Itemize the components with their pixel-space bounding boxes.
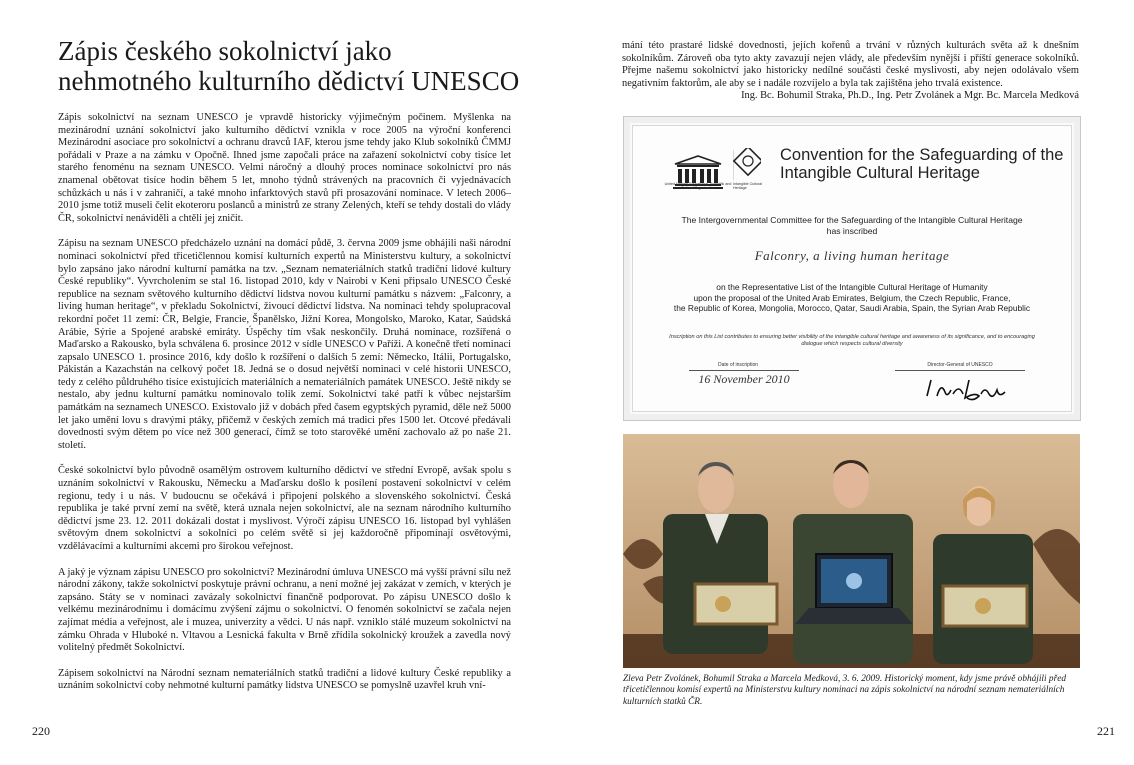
list-line: the Republic of Korea, Mongolia, Morocco, Qatar, Saudi Arabia, Spain, the Syrian Arab Republic: [673, 303, 1031, 314]
article-title: Zápis českého sokolnictví jako nehmotného kulturního dědictví UNESCO: [58, 36, 520, 96]
unesco-logo-caption: United Nations Educational, Scientific and Cultural Organization: [664, 182, 732, 191]
representative-list: [633, 282, 1071, 314]
date-label: Date of inscription: [717, 362, 759, 368]
authors-line: Ing. Bc. Bohumil Straka, Ph.D., Ing. Petr Zvolánek a Mgr. Bc. Marcela Medková: [741, 90, 1079, 102]
photo-caption: Zleva Petr Zvolánek, Bohumil Straka a Marcela Medková, 3. 6. 2009. Historický moment, kdy jsme právě obhájili před třicetičlennou komisí expertů na Ministerstvu kultury nominaci na zápis sokolnictví na národní seznam nemateriálních kulturních statků ČR.: [623, 674, 1066, 707]
list-line: upon the proposal of the United Arab Emirates, Belgium, the Czech Republic, France,: [693, 292, 1011, 303]
paragraph: Zápisu na seznam UNESCO předcházelo uznání na domácí půdě, 3. června 2009 jsme obhájili naši národní nominaci sokolnictví před třicetičlennou komisí kulturních expertů na Ministerstvu kultury, a sokolnictví bylo zapsáno jako národní kulturní památka na tzv. „Seznam nemateriálních statků tradiční lidové kultury České republiky“. Vyvrcholením se stal 16. listopad 2010, kdy v Nairobi v Keni připsalo UNESCO České republice na seznam světového kulturního dědictví lidstva novou kulturní památku s názvem: „Falconry, a living human heritage“, v překladu Sokolnictví, živoucí dědictví lidstva. Na nominaci tehdy spolupracoval rekordní počet 11 zemí: ČR, Belgie, Francie, Španělsko, Jižní Korea, Mongolsko, Maroko, Katar, Saúdská Arábie, Sýrie a Spojené arabské emiráty. Úspěchy tím však neskončily. Druhá nominace, rozšířená o Maďarsko a Rakousko, byla schválena 6. prosince 2012 v sídle UNESCO v Paříži. A konečně třetí nominaci zapsalo UNESCO 1. prosince 2016, kdy došlo k rozšíření o dalších 5 zemí: Německo, Itálii, Portugalsko, Pákistán a Kazachstán na celkový počet 18. Jedná se o dosud největší nominaci v celé historii UNESCO, tedy z celého půldruhého tisíce existujících materiálních a nemateriálních památek UNESCO. Ještě nikdy se nestalo, aby jednu kulturní památku nominovalo tolik zemí. Sokolnictví také patří k vůbec nejstarším památkám na seznamech UNESCO. Existovalo již v dobách před časem egyptských pyramid, děle než 5000 let jako umění lovu s dravými ptáky, přičemž v českých zemích má tradici přes 1500 let. Otcové předávali dovednosti svým dětem po více než 300 generací, čímž se toto starověké umění zachovalo až po naše 21. století.: [58, 238, 511, 451]
unesco-temple-logo-icon: [669, 146, 727, 202]
date-rule: [689, 370, 799, 371]
unesco-certificate: [623, 116, 1081, 421]
list-line: on the Representative List of the Intangible Cultural Heritage of Humanity: [716, 282, 988, 292]
article-continuation: [622, 40, 1079, 103]
group-photo: [623, 434, 1080, 668]
page-number-left: 220: [32, 724, 50, 738]
article-body: [58, 112, 511, 706]
inscription-note: Inscription on this List contributes to ensuring better visibility of the intangible cultural heritage and awareness of its significance, and to encouraging dialogue which respects cultural diversity: [669, 334, 1035, 347]
paragraph: Zápis sokolnictví na seznam UNESCO je vpravdě historicky výjimečným počinem. Myšlenka na mezinárodní uznání sokolnictví jako kulturního dědictví vznikla v roce 2005 na výroční konferenci Mezinárodní asociace pro sokolnictví a ochranu dravců IAF, kterou jsme tehdy jako Klub sokolníků ČMMJ pořádali v Praze a na zámku v Opočně. Ihned jsme započali práce na zařazení sokolnictví coby tisíce let starého fenoménu na seznam UNESCO. Velmi náročný a dlouhý proces nominace sokolnictví pro nás znamenal obětovat tisíce hodin během 5 let, mnoho týdnů strávených na pracovních či vyjednávacích schůzkách u nás i v zahraničí, a také mnoho infarktových stavů při prosazování nominace. V letech 2006–2010 jsme totiž museli čelit ekoteroru poslanců a ministrů ze strany Zelených, kteří se tehdy dostali do vlády ČR, sokolnictví nenáviděli a chtěli jej zničit.: [58, 112, 511, 224]
certificate-frame: [632, 125, 1072, 412]
paragraph: mání této prastaré lidské dovednosti, jejích kořenů a trvání v různých kulturách světa až k dnešním sokolníkům. Zároveň oba tyto akty zavazují nejen vlády, ale především nynější i příští generace sokolníků. Přejme našemu sokolnictví jako historicky nedílné součásti české myslivosti, aby nejen odolávalo všem negativním faktorům, ale aby se i nadále rozvíjelo a byla tak zajištěna jeho trvalá existence.: [622, 40, 1079, 89]
award-box-right: [943, 586, 1027, 626]
right-page: [567, 0, 1134, 765]
certificate-heading: Convention for the Safeguarding of the Intangible Cultural Heritage: [780, 146, 1064, 182]
signature-rule: [895, 370, 1025, 371]
ich-logo-caption: Intangible Cultural Heritage: [733, 182, 762, 191]
committee-line: has inscribed: [826, 225, 878, 236]
inscribed-element: Falconry, a living human heritage: [754, 248, 950, 263]
committee-line: The Intergovernmental Committee for the Safeguarding of the Intangible Cultural Heritage: [681, 215, 1023, 225]
director-general-label: Director-General of UNESCO: [927, 362, 993, 368]
page-number-right: 221: [1097, 724, 1115, 738]
paragraph: České sokolnictví bylo původně osamělým ostrovem kulturního dědictví ve střední Evropě, avšak spolu s uznáním sokolnictví v Rakousku, Německu a Maďarsku došlo k posílení postavení sokolnictví v celém regionu, tedy i u nás. V budoucnu se očekává i připojení polského a slovenského sokolnictví. Česká republika je také první zemí na světě, která uznala nejen sokolnictví, ale na seznam národního kulturního dědictví jsme 23. 12. 2011 dokázali dostat i myslivost. Výročí zápisu UNESCO 16. listopad byl vyhlášen světovým dnem sokolnictví a sokolníci po celém světě si jej každoročně připomínají osvětovými, vzdělávacími a kulturními akcemi pro širokou veřejnost.: [58, 465, 511, 552]
award-box-left: [695, 584, 777, 624]
paragraph: Zápisem sokolnictví na Národní seznam nemateriálních statků tradiční a lidové kultury České republiky a uznáním sokolnictví coby nehmotné kulturní památky lidstva UNESCO se pomyslně uzavřel kruh vní-: [58, 667, 511, 692]
director-signature: [923, 376, 1013, 402]
certificate-committee: [633, 215, 1071, 236]
inscription-date: 16 November 2010: [698, 372, 790, 386]
intangible-heritage-logo-icon: [733, 148, 761, 180]
paragraph: A jaký je význam zápisu UNESCO pro sokolnictví? Mezinárodní úmluva UNESCO má vyšší právní sílu než národní zákony, takže sokolnictví poskytuje právní ochranu, a není možné jej zakázat v zemích, v kterých je zapsáno. Státy se v nominaci zavázaly sokolnictví finančně podporovat. Po zápisu UNESCO došlo k velkému mezinárodnímu i domácímu zvýšení zájmu o sokolnictví. O fenomén sokolnictví se začala nejen zajímat média a veřejnost, ale i muzea, univerzity a vědci. U nás např. vzniklo stálé muzeum sokolnictví na zámku Ohrada v Hluboké n. Vltavou a Lesnická fakulta v Brně zřídila sokolnický kroužek a zavedla nový volitelný předmět Sokolnictví.: [58, 566, 511, 654]
